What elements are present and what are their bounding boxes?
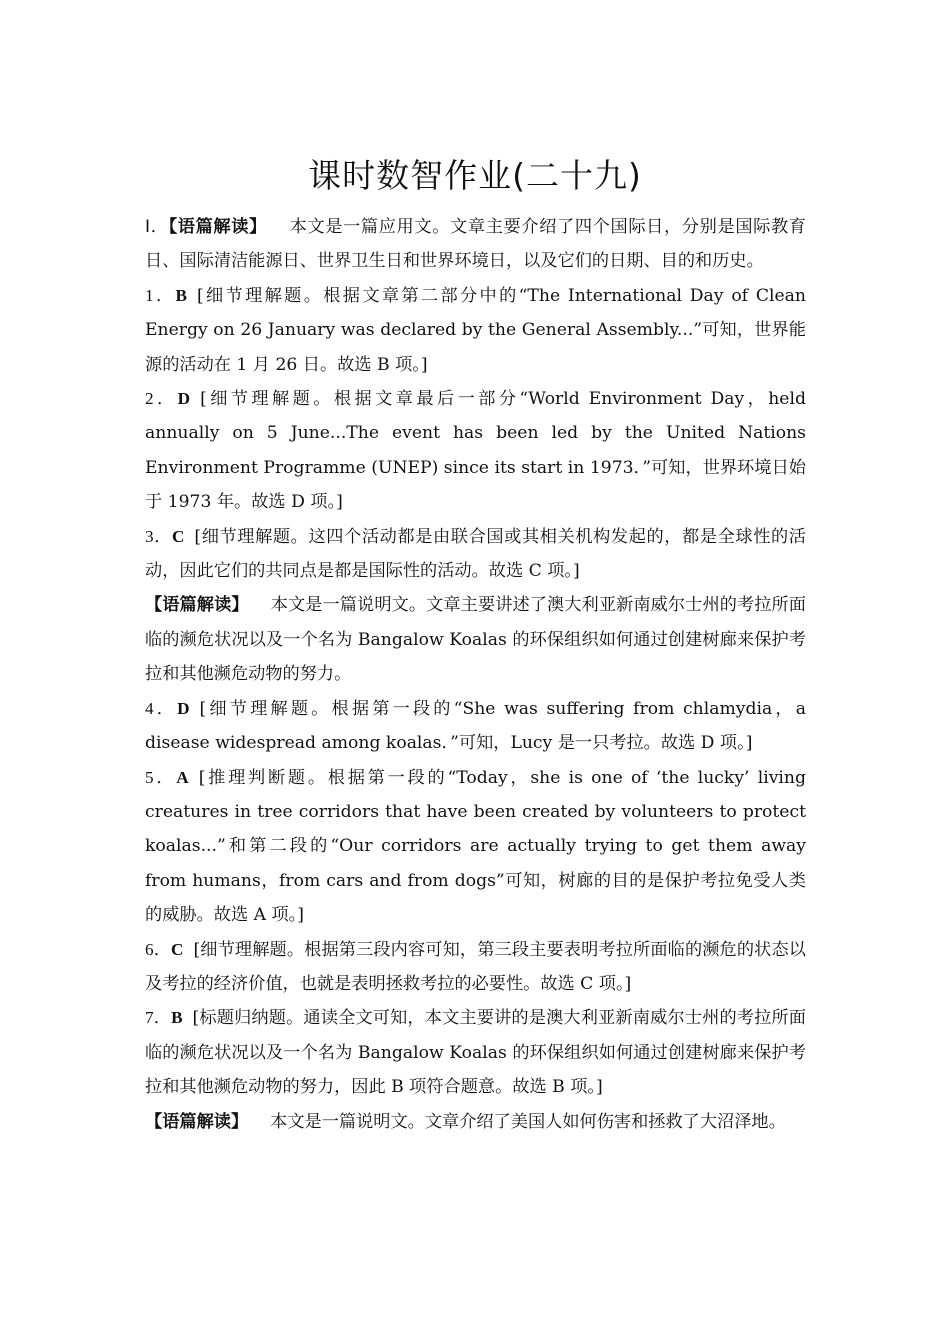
- section2-intro: [145, 588, 806, 691]
- answer-letter: D: [177, 698, 190, 718]
- document-body: [145, 210, 806, 1139]
- answer-number: 2．: [145, 389, 178, 409]
- section3-text: 本文是一篇说明文。文章介绍了美国人如何伤害和拯救了大沼泽地。: [270, 1111, 786, 1132]
- answer-explanation: [细节理解题。根据第一段的“She was suffering from chlamydia，a disease widespread among koalas．”可知，Lucy 是一只考拉。故选 D 项。]: [145, 698, 806, 754]
- section3-header: 【语篇解读】: [145, 1111, 249, 1132]
- section1-header: 【语篇解读】: [168, 217, 267, 237]
- section1-intro: [145, 210, 806, 279]
- answer-explanation: [推理判断题。根据第一段的“Today，she is one of ‘the lucky’ living creatures in tree corridors that have been created by volunteers to protect koalas...”和第二段的“Our corridors are actually trying to get them away from humans，from cars and from dogs”可知，树廊的目的是保护考拉免受人类的威胁。故选 A 项。]: [145, 767, 806, 926]
- answer-item-2: [145, 382, 806, 520]
- page-title: 课时数智作业(二十九): [308, 156, 642, 195]
- answer-explanation: [标题归纳题。通读全文可知，本文主要讲的是澳大利亚新南威尔士州的考拉所面临的濒危状况以及一个名为 Bangalow Koalas 的环保组织如何通过创建树廊来保护考拉和其他濒危动物的努力，因此 B 项符合题意。故选 B 项。]: [145, 1008, 806, 1098]
- answer-item-3: [145, 520, 806, 589]
- answer-letter: C: [172, 526, 185, 546]
- answer-number: 5．: [145, 767, 177, 787]
- answer-letter: C: [171, 939, 184, 959]
- answer-letter: B: [171, 1008, 183, 1028]
- answer-number: 7．: [145, 1008, 172, 1028]
- answer-item-6: [145, 933, 806, 1002]
- section2-text: 本文是一篇说明文。文章主要讲述了澳大利亚新南威尔士州的考拉所面临的濒危状况以及一个名为 Bangalow Koalas 的环保组织如何通过创建树廊来保护考拉和其他濒危动物的努力。: [145, 595, 806, 685]
- answer-number: 6．: [145, 939, 172, 959]
- section1-label: Ⅰ．: [145, 217, 169, 236]
- answer-item-5: [145, 761, 806, 933]
- answer-item-4: [145, 692, 806, 761]
- answer-item-7: [145, 1001, 806, 1104]
- section1-text: 本文是一篇应用文。文章主要介绍了四个国际日，分别是国际教育日、国际清洁能源日、世界卫生日和世界环境日，以及它们的日期、目的和历史。: [145, 217, 806, 272]
- answer-letter: D: [177, 389, 191, 409]
- section2-header: 【语篇解读】: [145, 595, 249, 616]
- answer-explanation: [细节理解题。根据文章最后一部分“World Environment Day，held annually on 5 June...The event has been led by the United Nations Environment Programme (UNEP) since its start in 1973．”可知，世界环境日始于 1973 年。故选 D 项。]: [145, 389, 806, 513]
- answer-number: 3．: [145, 526, 172, 546]
- answer-explanation: [细节理解题。根据第三段内容可知，第三段主要表明考拉所面临的濒危的状态以及考拉的经济价值，也就是表明拯救考拉的必要性。故选 C 项。]: [145, 939, 806, 994]
- answer-letter: A: [176, 767, 189, 787]
- answer-number: 4．: [145, 698, 178, 718]
- answer-explanation: [细节理解题。这四个活动都是由联合国或其相关机构发起的，都是全球性的活动，因此它们的共同点是都是国际性的活动。故选 C 项。]: [145, 526, 806, 582]
- answer-letter: B: [175, 285, 187, 305]
- answer-item-1: [145, 279, 806, 382]
- section3-intro: [145, 1105, 806, 1139]
- answer-explanation: [细节理解题。根据文章第二部分中的“The International Day of Clean Energy on 26 January was declared by the General Assembly...”可知，世界能源的活动在 1 月 26 日。故选 B 项。]: [145, 285, 806, 375]
- answer-number: 1．: [145, 285, 176, 305]
